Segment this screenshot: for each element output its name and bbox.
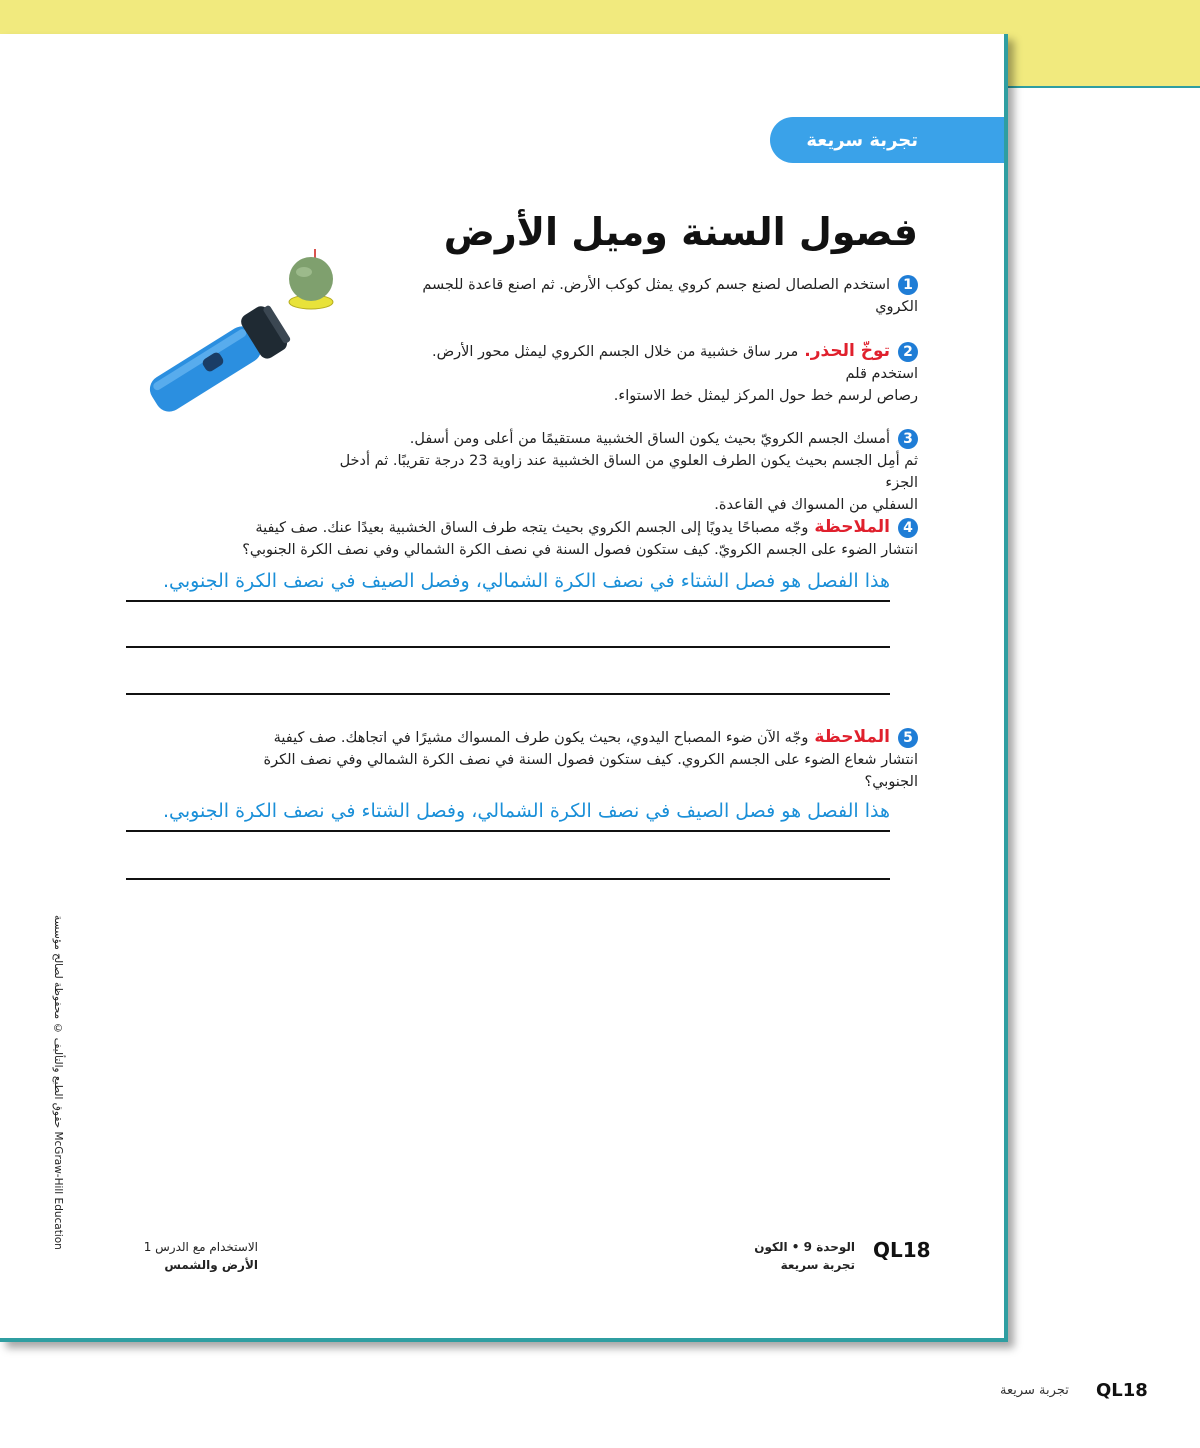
answer-line (126, 600, 890, 602)
step-3-text-cont: ثم أمِل الجسم بحيث يكون الطرف العلوي من الساق الخشبية عند زاوية 23 درجة تقريبًا. ثم أدخل الجزء (339, 453, 918, 491)
globe-icon (289, 249, 333, 309)
top-color-band (0, 0, 1200, 34)
observation-keyword: الملاحظة (814, 727, 890, 747)
section-banner (770, 117, 1004, 163)
step-5-answer: هذا الفصل هو فصل الصيف في نصف الكرة الشمالي، وفصل الشتاء في نصف الكرة الجنوبي. (163, 800, 890, 822)
answer-line (126, 830, 890, 832)
step-3 (318, 428, 918, 516)
step-5-text-cont: انتشار شعاع الضوء على الجسم الكروي. كيف ستكون فصول السنة في نصف الكرة الشمالي وفي نصف الكرة (263, 752, 918, 768)
answer-line (126, 646, 890, 648)
step-number-badge: 2 (898, 342, 918, 362)
step-4-text: وجّه مصباحًا يدويًا إلى الجسم الكروي بحيث يتجه طرف الساق الخشبية بعيدًا عنك. صف كيفية (255, 520, 809, 536)
bottom-page-code: QL18 (1096, 1380, 1148, 1401)
footer-unit-info (754, 1238, 855, 1274)
step-5-text-cont2: الجنوبي؟ (864, 774, 918, 790)
flashlight-icon (143, 301, 293, 422)
footer-lesson-title: الأرض والشمس (164, 1258, 258, 1272)
step-3-text: أمسك الجسم الكرويّ بحيث يكون الساق الخشبية مستقيمًا من أعلى ومن أسفل. (409, 431, 890, 447)
step-4-text-cont: انتشار الضوء على الجسم الكرويّ. كيف ستكون فصول السنة في نصف الكرة الشمالي وفي نصف الكرة الجنوبي؟ (242, 542, 918, 558)
footer-lesson-info (126, 1238, 258, 1274)
step-number-badge: 4 (898, 518, 918, 538)
copyright-notice: حقوق الطبع والتأليف © محفوظة لصالح مؤسسة McGraw-Hill Education (52, 915, 64, 1250)
step-2-text-cont2: رصاص لرسم خط حول المركز ليمثل خط الاستواء. (613, 388, 918, 404)
step-1 (358, 274, 918, 318)
banner-label: تجربة سريعة (806, 129, 918, 151)
answer-line (126, 693, 890, 695)
step-5-text: وجّه الآن ضوء المصباح اليدوي، بحيث يكون طرف المسواك مشيرًا في اتجاهك. صف كيفية (273, 730, 809, 746)
step-1-text: استخدم الصلصال لصنع جسم كروي يمثل كوكب الأرض. ثم اصنع قاعدة للجسم (422, 277, 890, 293)
answer-line (126, 878, 890, 880)
step-4-answer: هذا الفصل هو فصل الشتاء في نصف الكرة الشمالي، وفصل الصيف في نصف الكرة الجنوبي. (163, 570, 890, 592)
footer-page-code: QL18 (873, 1238, 931, 1262)
right-color-band (1006, 34, 1200, 88)
observation-keyword: الملاحظة (814, 517, 890, 537)
step-5 (148, 726, 918, 793)
step-2 (318, 340, 918, 407)
step-number-badge: 3 (898, 429, 918, 449)
step-number-badge: 5 (898, 728, 918, 748)
footer-section-name: تجربة سريعة (780, 1258, 855, 1272)
footer-unit-line: الوحدة 9 • الكون (754, 1240, 855, 1254)
caution-keyword: توخّ الحذر. (804, 341, 890, 361)
page-title: فصول السنة وميل الأرض (443, 210, 918, 254)
footer-lesson-line: الاستخدام مع الدرس 1 (143, 1240, 258, 1254)
step-3-text-cont2: السفلي من المسواك في القاعدة. (714, 497, 918, 513)
step-1-text-cont: الكروي (875, 299, 918, 315)
step-number-badge: 1 (898, 275, 918, 295)
step-2-text: مرر ساق خشبية من خلال الجسم الكروي ليمثل محور الأرض. (432, 344, 799, 360)
bottom-section-label: تجربة سريعة (1000, 1383, 1069, 1398)
step-4 (148, 516, 918, 561)
step-2-text-cont: استخدم قلم (845, 366, 918, 382)
